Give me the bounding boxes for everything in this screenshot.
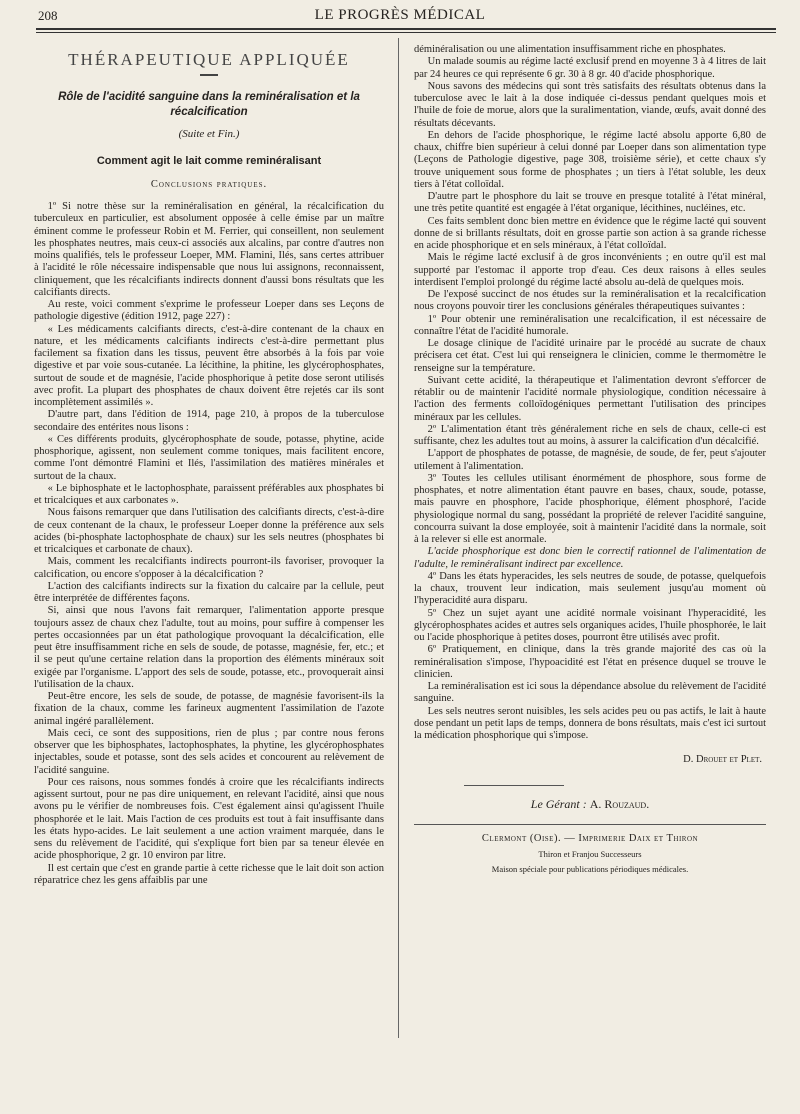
rubric-dash <box>200 74 218 76</box>
body-paragraph: déminéralisation ou une alimentation insuffisamment riche en phosphates. <box>414 44 726 55</box>
body-paragraph: L'acide phosphorique est donc bien le correctif rationnel de l'alimentation de l'adulte, le reminéralisant indirect par excellence. <box>414 546 766 570</box>
body-paragraph: De l'exposé succinct de nos études sur la reminéralisation et la recalcification nous croyons pouvoir tirer les conclusions générales thérapeutiques suivantes : <box>414 289 766 313</box>
body-paragraph: 3º Toutes les cellules utilisant énormément de phosphore, sous forme de phosphates, et notre alimentation étant pauvre en bases, chaux, soude, potasse, mais pauvre en phosphore, l'acide phosphorique, élément phosphoré, l'acide physiologique normal du sang, possédant la propriété de relever l'acidité sanguine, concourra suivant la dose employée, soit à maintenir l'acidité dans la normale, soit à la relever si elle est anormale. <box>414 472 766 545</box>
body-paragraph: Les sels neutres seront nuisibles, les sels acides peu ou pas actifs, le lait à haute dose pendant un petit laps de temps, donnera de bons résultats, mais c'est ici surtout la médication phosphorique qui s'impose. <box>414 705 766 741</box>
body-paragraph: Peut-être encore, les sels de soude, de potasse, de magnésie favorisent-ils la fixation de la chaux, comme les farineux augmentent l'assimilation de l'azote animal ingéré parallèlement. <box>34 691 384 727</box>
body-paragraph: L'apport de phosphates de potasse, de magnésie, de soude, de fer, peut s'ajouter utilement à l'alimentation. <box>414 448 766 472</box>
journal-title: LE PROGRÈS MÉDICAL <box>314 7 486 23</box>
body-paragraph: Nous faisons remarquer que dans l'utilisation des calcifiants directs, c'est-à-dire de ceux contenant de la chaux, le professeur Loeper donne la préférence aux sels acides (bi-phosphate lactophosphate de chaux) sur les sels neutres (phosphates bi et tricalciques et carbonate de chaux). <box>34 507 384 555</box>
body-paragraph: Le dosage clinique de l'acidité urinaire par le procédé au sucrate de chaux précisera cet état. C'est lui qui renseignera le clinicien, comme le thermomètre le renseigne sur la température. <box>414 338 766 374</box>
suite-note: (Suite et Fin.) <box>178 128 240 141</box>
body-paragraph: « Le biphosphate et le lactophosphate, paraissent préférables aux phosphates bi et tricalciques et aux carbonates ». <box>34 482 384 506</box>
conclusions-heading: Conclusions pratiques. <box>150 178 268 190</box>
body-paragraph: 4º Dans les états hyperacides, les sels neutres de soude, de potasse, quelquefois la chaux, trouvent leur indication, mais seulement jusqu'au moment où l'hyperacidité aura disparu. <box>414 570 766 607</box>
body-paragraph: Un malade soumis au régime lacté exclusif prend en moyenne 3 à 4 litres de lait par 24 heures ce qui représente 6 gr. 30 à 8 gr. 40 d'acide phosphorique. <box>414 56 766 80</box>
imprint-printer: Clermont (Oise). — Imprimerie Daix et Thiron <box>481 832 699 844</box>
imprint-successors: Thiron et Franjou Successeurs <box>538 849 642 859</box>
body-paragraph: Au reste, voici comment s'exprime le professeur Loeper dans ses Leçons de pathologie digestive (édition 1912, page 227) : <box>34 299 384 323</box>
header-rule <box>36 28 776 30</box>
column-divider <box>398 38 399 1038</box>
rubric-title: THÉRAPEUTIQUE APPLIQUÉE <box>68 50 350 69</box>
signature-rule <box>464 785 564 786</box>
right-column <box>414 44 766 876</box>
imprint-specialty: Maison spéciale pour publications périodiques médicales. <box>491 864 689 875</box>
imprint-rule <box>414 824 766 825</box>
left-paragraphs <box>34 201 384 887</box>
body-paragraph: « Les médicaments calcifiants directs, c'est-à-dire contenant de la chaux en nature, et les médicaments calcifiants indirects c'est-à-dire permettant plus facilement sa fixation dans les tissus, peuvent être absorbés à la fois par voie digestive et par voie sous-cutanée. La lécithine, la phitine, les glycérophosphates, surtout de soude et de magnésie, l'acide phosphorique à petite dose seront utilisés avec profit. La plupart des phosphates de chaux doivent être rejetés car ils sont incomplètement assimilés ». <box>34 323 384 408</box>
body-paragraph: En dehors de l'acide phosphorique, le régime lacté absolu apporte 6,80 de chaux, chiffre bien supérieur à celui donné par Loeper dans son alimentation type (Leçons de Pathologie digestive, page 308, troisième série), et cette chaux s'y trouve uniquement sous forme de phosphates ; un tiers à l'état soluble, les deux tiers à l'état colloïdal. <box>414 129 766 190</box>
page-number: 208 <box>38 8 58 23</box>
article-title: Rôle de l'acidité sanguine dans la reminéralisation et la récalcification <box>58 91 360 119</box>
body-paragraph: Mais le régime lacté exclusif à de gros inconvénients ; en outre qu'il est mal supporté par l'estomac il apporte trop d'eau. Ces deux raisons à elles seules interdisent l'emploi prolongé du régime lacté absolu au-delà de quelques mois. <box>414 252 766 288</box>
body-paragraph: D'autre part, dans l'édition de 1914, page 210, à propos de la tuberculose secondaire des entérites nous lisons : <box>34 409 384 433</box>
body-paragraph: Nous savons des médecins qui sont très satisfaits des résultats obtenus dans la tuberculose avec le lait à la dose indiquée ci-dessus pendant quelques mois et l'huile de foie de morue, alors que la suralimentation, viande, œufs, avait donné des résultats décevants. <box>414 80 766 129</box>
body-paragraph: D'autre part le phosphore du lait se trouve en presque totalité à l'état minéral, une très petite quantité est engagée à l'état organique, lécithines, nucléines, etc. <box>414 191 766 215</box>
body-paragraph: 6º Pratiquement, en clinique, dans la très grande majorité des cas où la reminéralisation s'impose, l'hypoacidité est l'état en présence duquel se trouve le clinicien. <box>414 644 766 680</box>
left-column <box>34 44 384 887</box>
body-paragraph: 1º Si notre thèse sur la reminéralisation en général, la récalcification du tuberculeux en particulier, est absolument opposée à celle émise par un maître éminent comme le professeur Robin et M. Ferrier, qui conseillent, non seulement les phosphates neutres, mais ceux-ci associés aux alcalins, par contre d'autres non moins qualifiés, tels le professeur Loeper, MM. Flamini, Ilés, sans certes attribuer à l'acidité le rôle nécessaire indispensable que nous lui assignons, reconnaissent, cliniquement, que les récalcifiants indirects donnent d'aussi bons résultats que les calcifiants directs. <box>34 201 384 298</box>
body-paragraph: « Ces différents produits, glycérophosphate de soude, potasse, phytine, acide phosphorique, agissent, non seulement comme toniques, mais facilitent encore, comme l'ont démontré Flamini et Ilés, l'assimilation des matières minérales et surtout de la chaux. <box>34 433 384 482</box>
gerant-label: Le Gérant : <box>530 796 587 811</box>
body-paragraph: La reminéralisation est ici sous la dépendance absolue du relèvement de l'acidité sanguine. <box>414 681 766 705</box>
body-paragraph: Si, ainsi que nous l'avons fait remarquer, l'alimentation apporte presque toujours assez de chaux chez l'adulte, tout au moins, pour suffire à compenser les pertes occasionnées par un état pathologique provoquant la décalcification, elle peut être insuffisamment riche en sels de soude, de potasse, magnésie, fer, etc.; et il se peut qu'une certaine relation dans la proportion des éléments minéraux soit exigée par l'organisme. L'apport des sels de soude, potasse, etc., provoquerait ainsi l'utilisation de la chaux. <box>34 605 384 690</box>
body-paragraph: Mais ceci, ce sont des suppositions, rien de plus ; par contre nous ferons observer que les biphosphates, lactophosphates, la phytine, les glycérophosphates injectables, soude et potasse, sont des sels acides et concourent au relèvement de l'acidité sanguine. <box>34 727 384 776</box>
gerant-name: A. Rouzaud. <box>589 796 650 811</box>
header-rule-thin <box>36 32 776 33</box>
gerant-line <box>414 798 766 810</box>
body-paragraph: Il est certain que c'est en grande partie à cette richesse que le lait doit son action réparatrice chez les gens affaiblis par une <box>34 862 384 886</box>
body-paragraph: Pour ces raisons, nous sommes fondés à croire que les récalcifiants indirects agissent surtout, pour ne pas dire uniquement, en relevant l'acidité, ainsi que nous avons pu le vérifier de nombreuses fois. C'est également ainsi qu'agissent l'huile phosphorée et le lait. Mais l'action de ces produits est tout à fait insuffisante dans les états hypo-acides. Le lait seulement a une action vraiment marquée, dans le sens du relèvement de l'acidité, qui s'explique fort bien par sa teneur élevée en acide phosphorique, 2 gr. 10 environ par litre. <box>34 776 384 862</box>
body-paragraph: 1º Pour obtenir une reminéralisation une recalcification, il est nécessaire de connaître l'état de l'acidité humorale. <box>414 313 766 337</box>
body-paragraph: 5º Chez un sujet ayant une acidité normale voisinant l'hyperacidité, les glycérophosphates acides et autres sels organiques acides, l'huile phosphorée, le lait ou l'acide phosphorique à petites doses, pourront être utilisés avec profit. <box>414 607 766 643</box>
body-paragraph: Ces faits semblent donc bien mettre en évidence que le régime lacté qui souvent donne de si brillants résultats, doit en grosse partie son action à sa grande richesse en acide phosphorique et en sels minéraux, à l'état colloïdal. <box>414 215 766 251</box>
body-paragraph: L'action des calcifiants indirects sur la fixation du calcaire par la cellule, peut être interprétée de différentes façons. <box>34 580 384 604</box>
body-paragraph: Suivant cette acidité, la thérapeutique et l'alimentation devront s'efforcer de rétablir ou de maintenir l'acidité normale physiologique, condition nécessaire à l'action des ferments colloïdogéniques permettant l'utilisation des principes minéraux par les cellules. <box>414 374 766 423</box>
section-subhead: Comment agit le lait comme reminéralisant <box>96 154 322 167</box>
body-paragraph: 2º L'alimentation étant très généralement riche en sels de chaux, celle-ci est suffisante, chez les adultes tout au moins, à assurer la calcification d'un décalcifié. <box>414 423 766 447</box>
right-paragraphs <box>414 44 766 742</box>
signature: D. Drouet et Plet. <box>683 754 762 766</box>
body-paragraph: Mais, comment les recalcifiants indirects pourront-ils favoriser, provoquer la calcification, ou encore s'opposer à la décalcification ? <box>34 556 384 580</box>
